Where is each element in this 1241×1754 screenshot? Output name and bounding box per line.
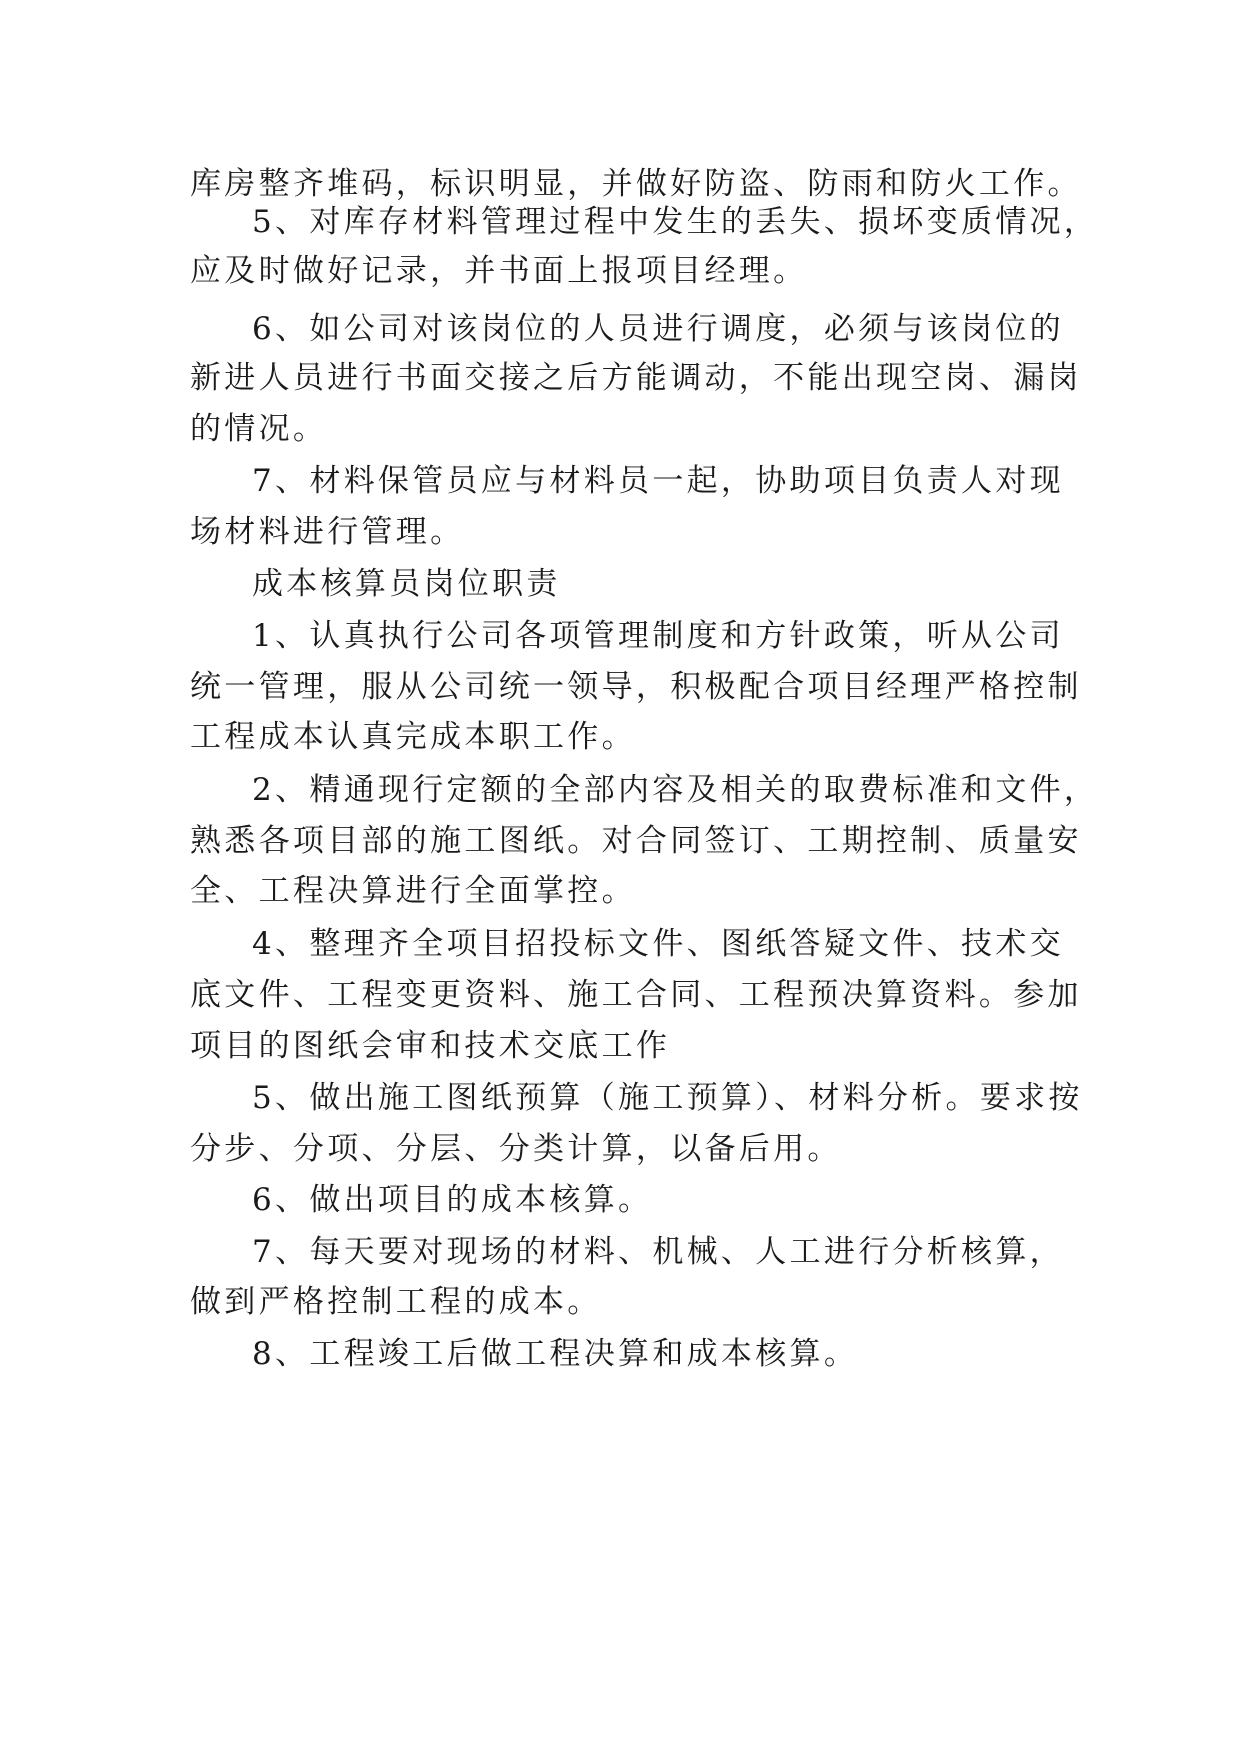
text-line: 应及时做好记录，并书面上报项目经理。 <box>190 253 808 289</box>
text-line: 底文件、工程变更资料、施工合同、工程预决算资料。参加 <box>190 977 1082 1013</box>
text-line: 项目的图纸会审和技术交底工作 <box>190 1028 671 1064</box>
text-line: 新进人员进行书面交接之后方能调动，不能出现空岗、漏岗 <box>190 360 1082 396</box>
text-line: 8、工程竣工后做工程决算和成本核算。 <box>252 1336 859 1372</box>
text-line: 5、对库存材料管理过程中发生的丢失、损坏变质情况， <box>252 204 1099 240</box>
text-line: 6、如公司对该岗位的人员进行调度，必须与该岗位的 <box>252 311 1064 347</box>
text-line: 分步、分项、分层、分类计算，以备后用。 <box>190 1131 842 1167</box>
text-line: 工程成本认真完成本职工作。 <box>190 719 636 755</box>
text-line: 5、做出施工图纸预算（施工预算）、材料分析。要求按 <box>252 1080 1083 1116</box>
text-line: 做到严格控制工程的成本。 <box>190 1284 602 1320</box>
text-line: 7、每天要对现场的材料、机械、人工进行分析核算， <box>252 1234 1064 1270</box>
text-line: 1、认真执行公司各项管理制度和方针政策，听从公司 <box>252 618 1064 654</box>
text-line: 熟悉各项目部的施工图纸。对合同签订、工期控制、质量安 <box>190 823 1082 859</box>
text-line: 的情况。 <box>190 411 328 447</box>
text-line: 全、工程决算进行全面掌控。 <box>190 873 636 909</box>
section-heading: 成本核算员岗位职责 <box>252 566 561 602</box>
text-line: 6、做出项目的成本核算。 <box>252 1182 653 1218</box>
text-line: 库房整齐堆码，标识明显，并做好防盗、防雨和防火工作。 <box>190 166 1082 202</box>
text-line: 2、精通现行定额的全部内容及相关的取费标准和文件， <box>252 772 1099 808</box>
text-line: 7、材料保管员应与材料员一起，协助项目负责人对现 <box>252 463 1064 499</box>
text-line: 场材料进行管理。 <box>190 514 465 550</box>
text-line: 统一管理，服从公司统一领导，积极配合项目经理严格控制 <box>190 669 1082 705</box>
text-line: 4、整理齐全项目招投标文件、图纸答疑文件、技术交 <box>252 926 1064 962</box>
